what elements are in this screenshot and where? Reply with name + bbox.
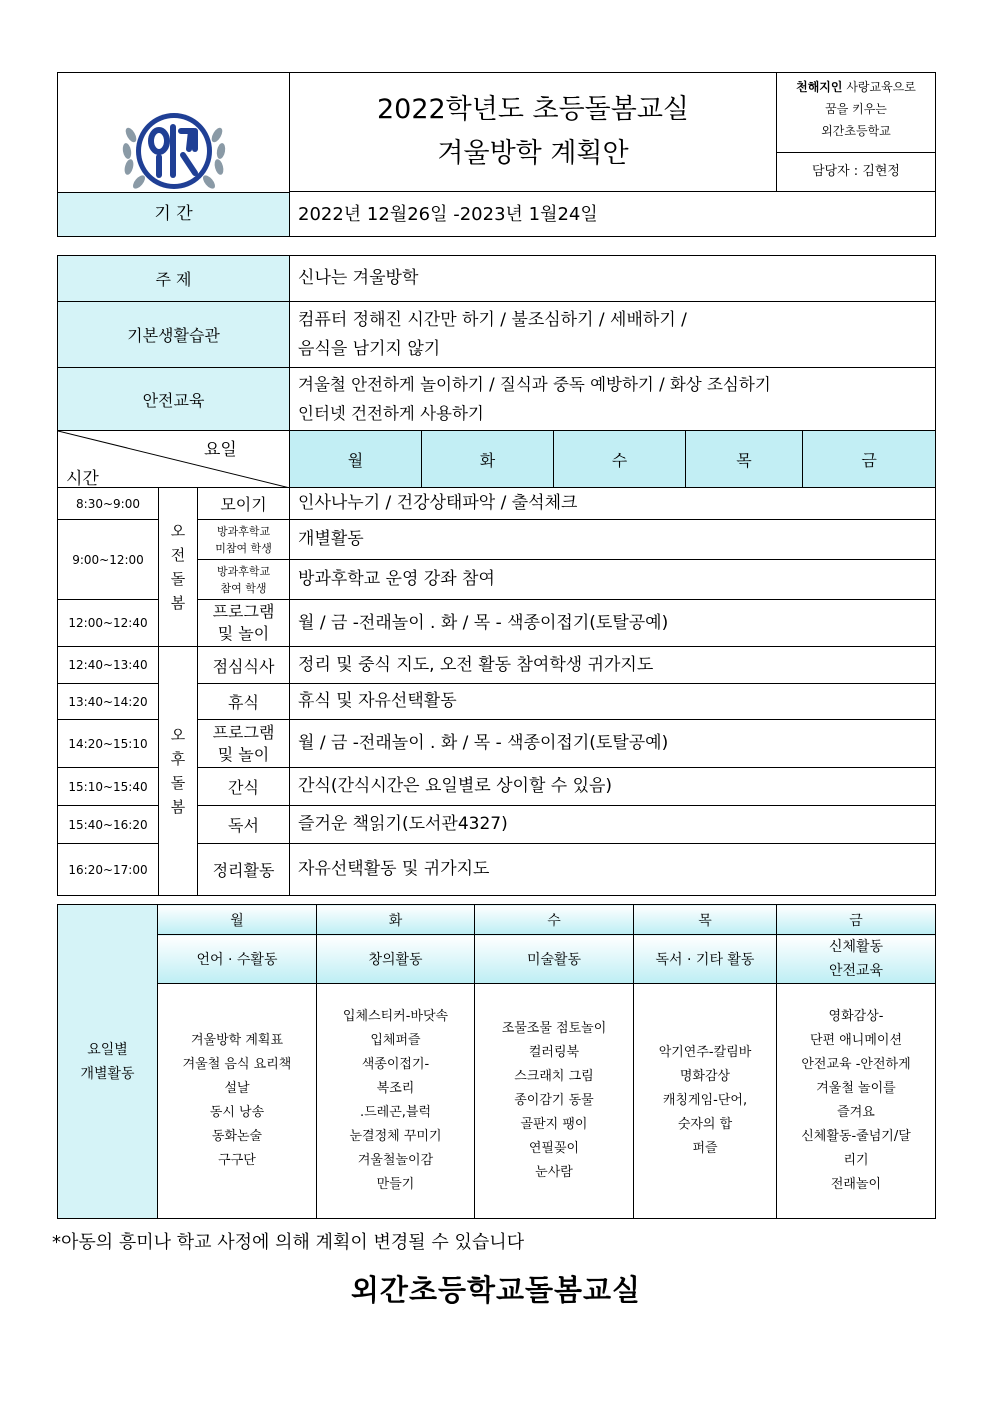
day-wed: 수 [554,431,686,488]
item-cell: 방과후학교 참여 학생 [198,560,290,600]
act-day-tue: 화 [317,905,475,935]
act-type-fri-line2: 안전교육 [828,963,884,979]
morning-label [159,488,198,647]
desc-cell: 월 / 금 -전래놀이 . 화 / 목 - 색종이접기(토탈공예) [290,600,936,647]
title-line-1: 2022학년도 초등돌봄교실 [376,94,690,125]
day-label: 요일 [204,440,237,460]
desc-cell: 즐거운 책읽기(도서관4327) [290,806,936,844]
motto-rest: 사랑교육으로 [842,80,916,94]
title-cell [290,73,777,192]
list-item: 전래놀이 [830,1177,882,1192]
item-cell: 점심식사 [198,647,290,684]
day-thu: 목 [686,431,803,488]
time-cell: 8:30~9:00 [58,488,159,520]
time-cell: 15:40~16:20 [58,806,159,844]
motto-line-2: 꿈을 키우는 [825,102,887,116]
morning-char: 봄 [170,594,186,612]
item-cell: 독서 [198,806,290,844]
activities-side-label [58,905,158,1219]
list-item: 신체활동-줄넘기/달 [801,1129,911,1144]
theme-value: 신나는 겨울방학 [290,256,936,302]
afternoon-char: 봄 [170,798,186,816]
act-list-fri [777,984,936,1219]
act-day-thu: 목 [634,905,777,935]
act-type-wed: 미술활동 [475,935,634,984]
afternoon-label [159,647,198,896]
list-item: 입체스티커-바닷속 [342,1009,449,1024]
habit-line-2: 음식을 남기지 않기 [298,338,441,359]
desc-cell: 개별활동 [290,520,936,560]
time-cell: 16:20~17:00 [58,844,159,896]
time-cell: 12:00~12:40 [58,600,159,647]
period-label: 기 간 [58,192,290,236]
list-item: 만들기 [376,1177,415,1192]
desc-cell: 휴식 및 자유선택활동 [290,684,936,720]
act-list-wed [475,984,634,1219]
day-mon: 월 [290,431,422,488]
afternoon-char: 후 [170,750,186,768]
time-label: 시간 [66,469,99,489]
habit-label: 기본생활습관 [58,302,290,368]
list-item: 골판지 팽이 [520,1117,588,1132]
motto-cell [777,73,936,192]
list-item: 안전교육 -안전하게 [801,1057,911,1072]
day-fri: 금 [803,431,936,488]
act-type-thu: 독서 · 기타 활동 [634,935,777,984]
act-day-mon: 월 [158,905,317,935]
desc-cell: 월 / 금 -전래놀이 . 화 / 목 - 색종이접기(토탈공예) [290,720,936,768]
list-item: 연필꽂이 [528,1141,580,1156]
day-time-header [58,431,290,488]
list-item: 동시 낭송 [209,1105,265,1120]
act-list-mon [158,984,317,1219]
time-cell: 9:00~12:00 [58,520,159,600]
desc-cell: 정리 및 중식 지도, 오전 활동 참여학생 귀가지도 [290,647,936,684]
list-item: 리기 [843,1153,869,1168]
list-item: 겨울철 음식 요리책 [182,1057,292,1072]
activities-table [57,904,936,1219]
time-cell: 14:20~15:10 [58,720,159,768]
list-item: 악기연주-칼림바 [658,1045,752,1060]
list-item: 겨울철놀이감 [357,1153,434,1168]
list-item: 영화감상- [828,1009,884,1024]
list-item: 컬러링북 [528,1045,580,1060]
safety-line-1: 겨울철 안전하게 놀이하기 / 질식과 중독 예방하기 / 화상 조심하기 [298,375,771,394]
list-item: 명화감상 [679,1069,731,1084]
period-value: 2022년 12월26일 -2023년 1월24일 [298,203,598,225]
morning-char: 돌 [170,570,186,588]
act-type-mon: 언어 · 수활동 [158,935,317,984]
schedule-table [57,255,936,896]
item-cell: 프로그램 및 놀이 [198,600,290,647]
act-list-thu [634,984,777,1219]
list-item: 숫자의 합 [677,1117,733,1132]
list-item: 종이감기 동물 [514,1093,594,1108]
period-value-cell [290,192,936,237]
act-type-fri-line1: 신체활동 [828,939,884,955]
safety-value [290,368,936,431]
table-row [58,647,936,684]
time-cell: 12:40~13:40 [58,647,159,684]
list-item: 눈결정체 꾸미기 [349,1129,442,1144]
theme-label: 주 제 [58,256,290,302]
item-cell: 정리활동 [198,844,290,896]
act-type-fri [777,935,936,984]
list-item: 겨울철 놀이를 [816,1081,896,1096]
list-item: 동화논술 [211,1129,263,1144]
desc-cell: 자유선택활동 및 귀가지도 [290,844,936,896]
afternoon-char: 돌 [170,774,186,792]
time-cell: 15:10~15:40 [58,768,159,806]
list-item: 구구단 [218,1153,256,1168]
list-item: 조물조물 점토놀이 [501,1021,607,1036]
list-item: .드레곤,블럭 [359,1105,432,1120]
motto-line-3: 외간초등학교 [821,124,891,138]
table-row [58,488,936,520]
side-label-2: 개별활동 [80,1065,135,1082]
list-item: 입체퍼즐 [370,1033,421,1048]
afternoon-char: 오 [170,726,186,744]
teacher-name: 담당자 : 김현정 [812,164,900,179]
act-day-wed: 수 [475,905,634,935]
habit-value [290,302,936,368]
list-item: 겨울방학 계획표 [190,1033,284,1048]
habit-line-1: 컴퓨터 정해진 시간만 하기 / 불조심하기 / 세배하기 / [298,309,687,330]
footer-note: *아동의 흥미나 학교 사정에 의해 계획이 변경될 수 있습니다 [52,1232,525,1253]
list-item: 색종이접기- [361,1057,430,1072]
list-item: 설날 [224,1081,250,1096]
act-list-tue [317,984,475,1219]
desc-cell: 방과후학교 운영 강좌 참여 [290,560,936,600]
list-item: 즐겨요 [837,1105,875,1120]
item-cell: 휴식 [198,684,290,720]
item-cell: 프로그램 및 놀이 [198,720,290,768]
act-day-fri: 금 [777,905,936,935]
day-tue: 화 [422,431,554,488]
desc-cell: 인사나누기 / 건강상태파악 / 출석체크 [290,488,936,520]
list-item: 복조리 [376,1081,415,1096]
footer-school-name: 외간초등학교돌봄교실 [350,1273,642,1307]
school-logo [119,105,229,201]
list-item: 스크래치 그림 [514,1069,594,1084]
list-item: 눈사람 [535,1165,573,1180]
list-item: 캐칭게임-단어, [662,1093,748,1108]
list-item: 단편 애니메이션 [809,1033,903,1048]
side-label-1: 요일별 [87,1041,128,1058]
act-type-tue: 창의활동 [317,935,475,984]
item-cell: 방과후학교 미참여 학생 [198,520,290,560]
title-line-2: 겨울방학 계획안 [437,138,629,169]
safety-label: 안전교육 [58,368,290,431]
time-cell: 13:40~14:20 [58,684,159,720]
item-cell: 모이기 [198,488,290,520]
item-cell: 간식 [198,768,290,806]
morning-char: 오 [170,522,186,540]
desc-cell: 간식(간식시간은 요일별로 상이할 수 있음) [290,768,936,806]
safety-line-2: 인터넷 건전하게 사용하기 [298,404,484,423]
list-item: 퍼즐 [692,1141,718,1156]
motto-bold: 천해지인 [796,80,843,94]
morning-char: 전 [170,546,186,564]
